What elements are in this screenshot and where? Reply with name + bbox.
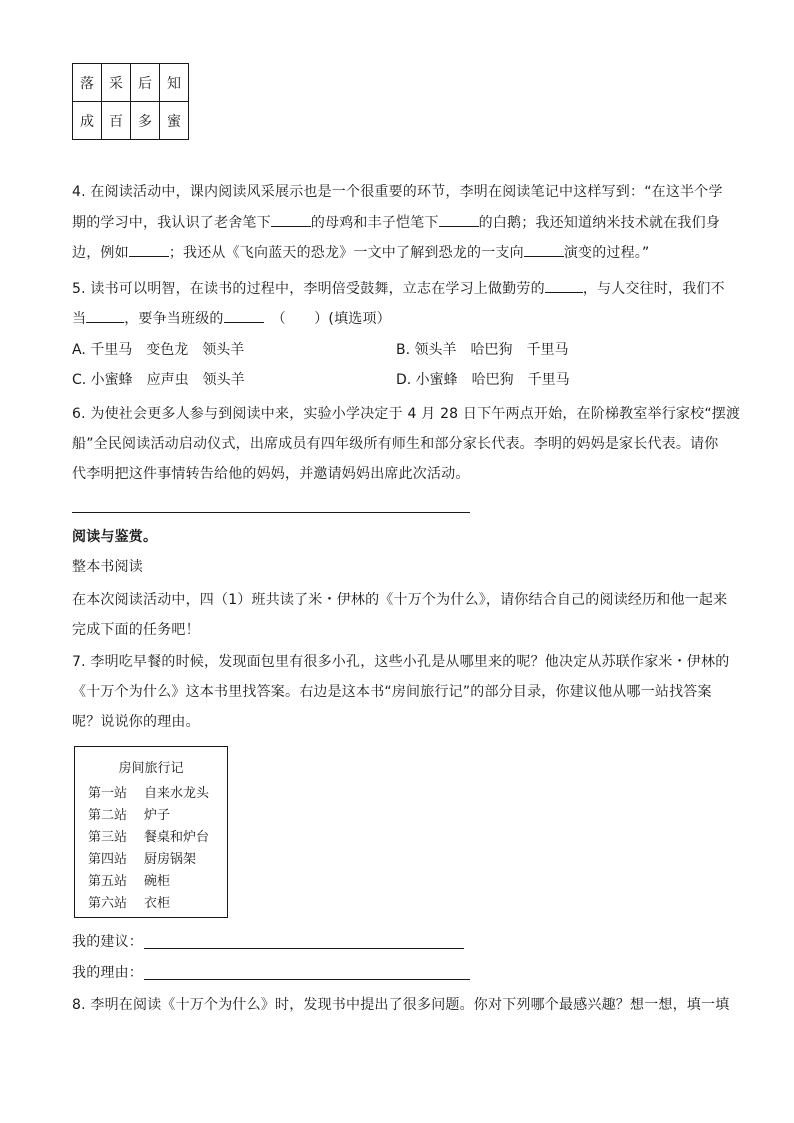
q5-text: （ ）(填选项） — [271, 311, 391, 327]
toc-stop: 第六站 — [88, 896, 128, 911]
toc-row — [88, 782, 209, 801]
grid-cell: 后 — [131, 64, 160, 102]
section-heading: 阅读与鉴赏。 — [72, 529, 158, 545]
toc-stop: 第一站 — [88, 786, 128, 801]
q4-text: 边，例如 — [72, 245, 129, 261]
reason-label: 我的理由： — [72, 965, 143, 981]
q4-blank-2[interactable] — [439, 212, 479, 227]
q5-option-c[interactable]: C. 小蜜蜂 应声虫 领头羊 — [72, 372, 245, 388]
toc-row — [88, 848, 196, 867]
q5-text: ，要争当班级的 — [124, 311, 224, 327]
toc-stop: 第二站 — [88, 808, 128, 823]
q4-text: ；我还从《飞向蓝天的恐龙》一文中了解到恐龙的一支向 — [168, 245, 524, 261]
section-intro-1: 在本次阅读活动中，四（1）班共读了米・伊林的《十万个为什么》，请你结合自己的阅读经历和他一起来 — [72, 592, 728, 608]
toc-stop: 第四站 — [88, 852, 128, 867]
suggestion-answer-line[interactable] — [144, 948, 464, 949]
toc-place: 厨房锅架 — [144, 852, 197, 867]
toc-row — [88, 892, 170, 911]
q6-line-3: 代李明把这件事情转告给他的妈妈，并邀请妈妈出席此次活动。 — [72, 466, 470, 482]
q7-line-2: 《十万个为什么》这本书里找答案。右边是这本书“房间旅行记”的部分目录，你建议他从哪一站找答案 — [72, 684, 712, 700]
toc-place: 餐桌和炉台 — [144, 830, 210, 845]
q4-line-3 — [72, 242, 649, 263]
toc-place: 衣柜 — [144, 896, 171, 911]
q5-blank-3[interactable] — [224, 308, 264, 323]
toc-stop: 第三站 — [88, 830, 128, 845]
toc-place: 炉子 — [144, 808, 171, 823]
q6-line-1: 6. 为使社会更多人参与到阅读中来，实验小学决定于 4 月 28 日下午两点开始，在阶梯教室举行家校“摆渡 — [72, 406, 741, 422]
q5-text: ，与人交往时，我们不 — [582, 281, 725, 297]
grid-cell: 知 — [160, 64, 189, 102]
q4-text: 的白鹅；我还知道纳米技术就在我们身 — [478, 215, 721, 231]
toc-place: 自来水龙头 — [144, 786, 210, 801]
reason-answer-line[interactable] — [144, 979, 470, 980]
grid-cell: 多 — [131, 102, 160, 140]
grid-cell: 百 — [102, 102, 131, 140]
q4-line-2 — [72, 212, 720, 233]
grid-cell: 落 — [73, 64, 102, 102]
q7-line-1: 7. 李明吃早餐的时候，发现面包里有很多小孔，这些小孔是从哪里来的呢？他决定从苏联作家米・伊林的 — [72, 654, 730, 670]
q4-blank-1[interactable] — [271, 212, 311, 227]
q5-text: 5. 读书可以明智，在读书的过程中，李明倍受鼓舞，立志在学习上做勤劳的 — [72, 281, 545, 297]
q5-option-d[interactable]: D. 小蜜蜂 哈巴狗 千里马 — [396, 372, 570, 388]
q5-line-2 — [72, 308, 391, 329]
grid-cell: 成 — [73, 102, 102, 140]
q4-blank-3[interactable] — [129, 242, 169, 257]
suggestion-label: 我的建议： — [72, 934, 143, 950]
grid-cell: 蜜 — [160, 102, 189, 140]
q4-text: 期的学习中，我认识了老舍笔下 — [72, 215, 271, 231]
grid-row — [73, 64, 189, 102]
toc-row — [88, 804, 170, 823]
q7-line-3: 呢？说说你的理由。 — [72, 714, 200, 730]
toc-title: 房间旅行记 — [118, 761, 184, 776]
toc-stop: 第五站 — [88, 874, 128, 889]
section-subheading: 整本书阅读 — [72, 559, 143, 575]
q5-blank-1[interactable] — [545, 278, 583, 293]
q4-text: 的母鸡和丰子恺笔下 — [310, 215, 439, 231]
q6-answer-line[interactable] — [72, 512, 470, 513]
grid-row — [73, 102, 189, 140]
q5-blank-2[interactable] — [86, 308, 124, 323]
q5-option-a[interactable]: A. 千里马 变色龙 领头羊 — [72, 342, 245, 358]
character-grid — [72, 63, 189, 140]
section-intro-2: 完成下面的任务吧！ — [72, 622, 200, 638]
q4-line-1: 4. 在阅读活动中，课内阅读风采展示也是一个很重要的环节，李明在阅读笔记中这样写到：“在这半个学 — [72, 184, 723, 200]
q5-line-1 — [72, 278, 725, 299]
q5-text: 当 — [72, 311, 87, 327]
toc-place: 碗柜 — [144, 874, 171, 889]
grid-cell: 采 — [102, 64, 131, 102]
q5-option-b[interactable]: B. 领头羊 哈巴狗 千里马 — [396, 342, 569, 358]
room-travel-toc-box — [74, 746, 228, 918]
toc-row — [88, 826, 209, 845]
q6-line-2: 船”全民阅读活动启动仪式，出席成员有四年级所有师生和部分家长代表。李明的妈妈是家长代表。请你 — [72, 436, 719, 452]
q4-text: 演变的过程。” — [563, 245, 650, 261]
toc-row — [88, 870, 170, 889]
q4-blank-4[interactable] — [524, 242, 564, 257]
q8-line-1: 8. 李明在阅读《十万个为什么》时，发现书中提出了很多问题。你对下列哪个最感兴趣？想一想，填一填 — [72, 997, 730, 1013]
